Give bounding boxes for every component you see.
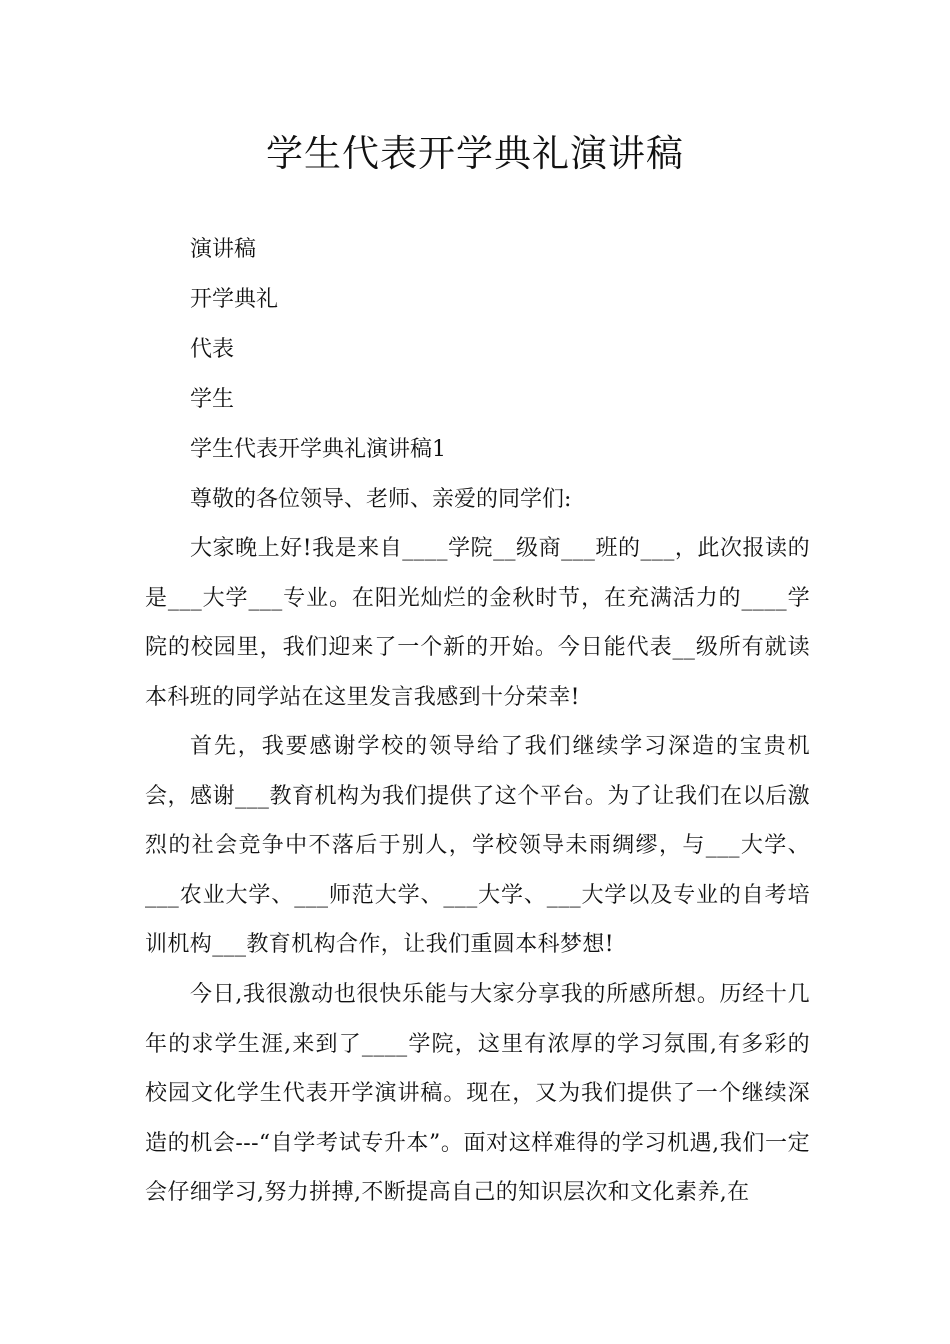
paragraph-greeting: 大家晚上好!我是来自____学院__级商___班的___，此次报读的是___大学___专业。在阳光灿烂的金秋时节，在充满活力的____学院的校园里，我们迎来了一个新的开始。今日能代表__级所有就读本科班的同学站在这里发言我感到十分荣幸! xyxy=(145,536,810,710)
keyword-student: 学生 xyxy=(190,387,235,412)
section-heading: 学生代表开学典礼演讲稿1 xyxy=(190,437,446,462)
keyword-representative: 代表 xyxy=(190,337,235,362)
salutation: 尊敬的各位领导、老师、亲爱的同学们: xyxy=(190,487,572,512)
keyword-ceremony: 开学典礼 xyxy=(190,287,279,312)
paragraph-thanks: 首先，我要感谢学校的领导给了我们继续学习深造的宝贵机会，感谢___教育机构为我们提供了这个平台。为了让我们在以后激烈的社会竞争中不落后于别人，学校领导未雨绸缪，与___大学、___农业大学、___师范大学、___大学、___大学以及专业的自考培训机构___教育机构合作，让我们重圆本科梦想! xyxy=(145,734,810,957)
keyword-speech: 演讲稿 xyxy=(190,237,257,262)
paragraph-feelings: 今日,我很激动也很快乐能与大家分享我的所感所想。历经十几年的求学生涯,来到了____学院，这里有浓厚的学习氛围,有多彩的校园文化学生代表开学演讲稿。现在，又为我们提供了一个继续深造的机会---“自学考试专升本”。面对这样难得的学习机遇,我们一定会仔细学习,努力拼搏,不断提高自己的知识层次和文化素养,在 xyxy=(145,982,810,1205)
document-title: 学生代表开学典礼演讲稿 xyxy=(266,132,684,175)
